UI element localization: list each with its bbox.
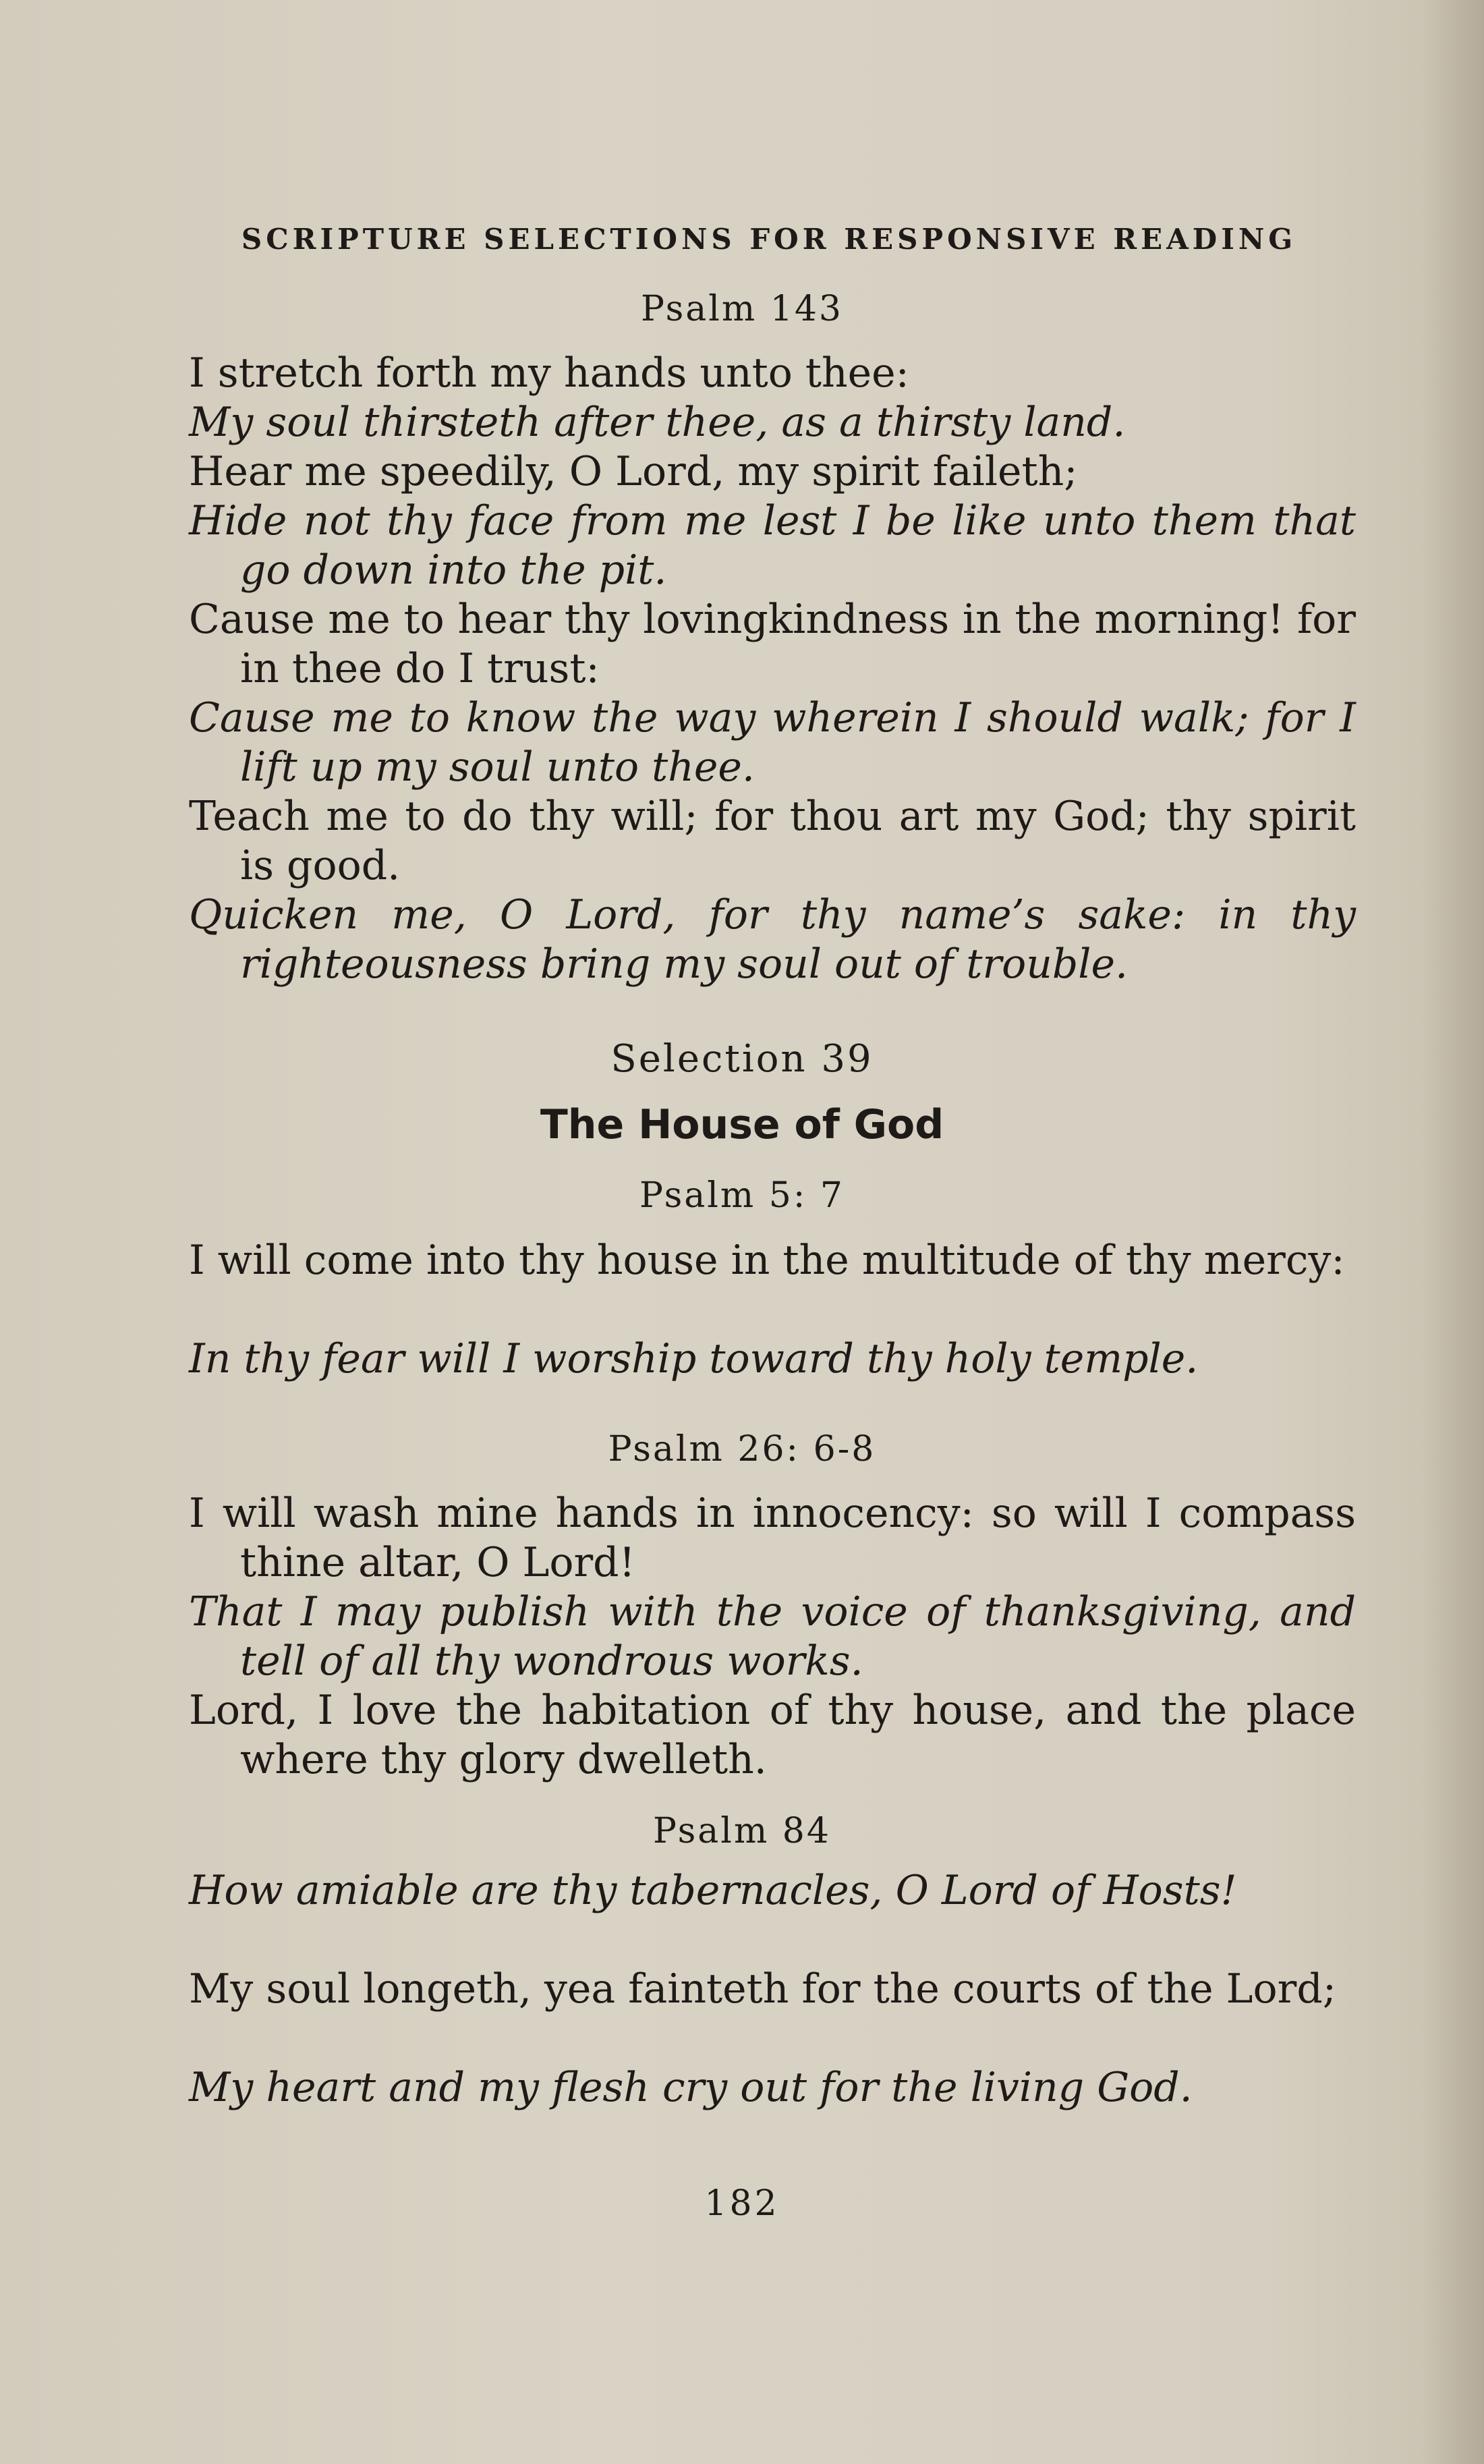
running-head: SCRIPTURE SELECTIONS FOR RESPONSIVE READING — [241, 223, 1297, 256]
psalm-26-verse-2: That I may publish with the voice of thanksgiving, and tell of all thy wondrous works. — [189, 1588, 1356, 1685]
psalm-143-verse-7: Teach me to do thy will; for thou art my God; thy spirit is good. — [189, 793, 1356, 889]
page-number: 182 — [704, 2183, 780, 2224]
psalm-143-verse-8: Quicken me, O Lord, for thy name’s sake: in thy righteousness bring my soul out of trouble. — [189, 891, 1356, 988]
psalm-143-verse-6: Cause me to know the way wherein I should walk; for I lift up my soul unto thee. — [189, 694, 1356, 791]
psalm-143-verse-3: Hear me speedily, O Lord, my spirit faileth; — [189, 448, 1078, 495]
selection-heading: Selection 39 — [610, 1037, 874, 1081]
psalm-5-reference: Psalm 5: 7 — [639, 1175, 845, 1216]
psalm-84-verse-1: How amiable are thy tabernacles, O Lord of Hosts! — [189, 1867, 1237, 1914]
psalm-143-verse-1: I stretch forth my hands unto thee: — [189, 349, 909, 397]
psalm-143-reference: Psalm 143 — [641, 289, 843, 329]
psalm-5-verse-1: I will come into thy house in the multitude of thy mercy: — [189, 1237, 1345, 1284]
psalm-84-verse-2: My soul longeth, yea fainteth for the courts of the Lord; — [189, 1965, 1336, 2013]
psalm-5-verse-2: In thy fear will I worship toward thy holy temple. — [189, 1335, 1199, 1382]
psalm-26-verse-1: I will wash mine hands in innocency: so will I compass thine altar, O Lord! — [189, 1490, 1356, 1586]
psalm-26-verse-3: Lord, I love the habitation of thy house, and the place where thy glory dwelleth. — [189, 1687, 1356, 1783]
psalm-143-verse-4: Hide not thy face from me lest I be like unto them that go down into the pit. — [189, 497, 1356, 594]
psalm-26-reference: Psalm 26: 6-8 — [608, 1429, 876, 1469]
psalm-143-verse-5: Cause me to hear thy lovingkindness in the morning! for in thee do I trust: — [189, 596, 1356, 692]
psalm-143-verse-2: My soul thirsteth after thee, as a thirsty land. — [189, 399, 1126, 446]
selection-title: The House of God — [540, 1101, 944, 1148]
psalm-84-reference: Psalm 84 — [653, 1811, 831, 1851]
page-edge-shadow — [1423, 0, 1484, 2464]
psalm-84-verse-3: My heart and my flesh cry out for the living God. — [189, 2064, 1193, 2111]
